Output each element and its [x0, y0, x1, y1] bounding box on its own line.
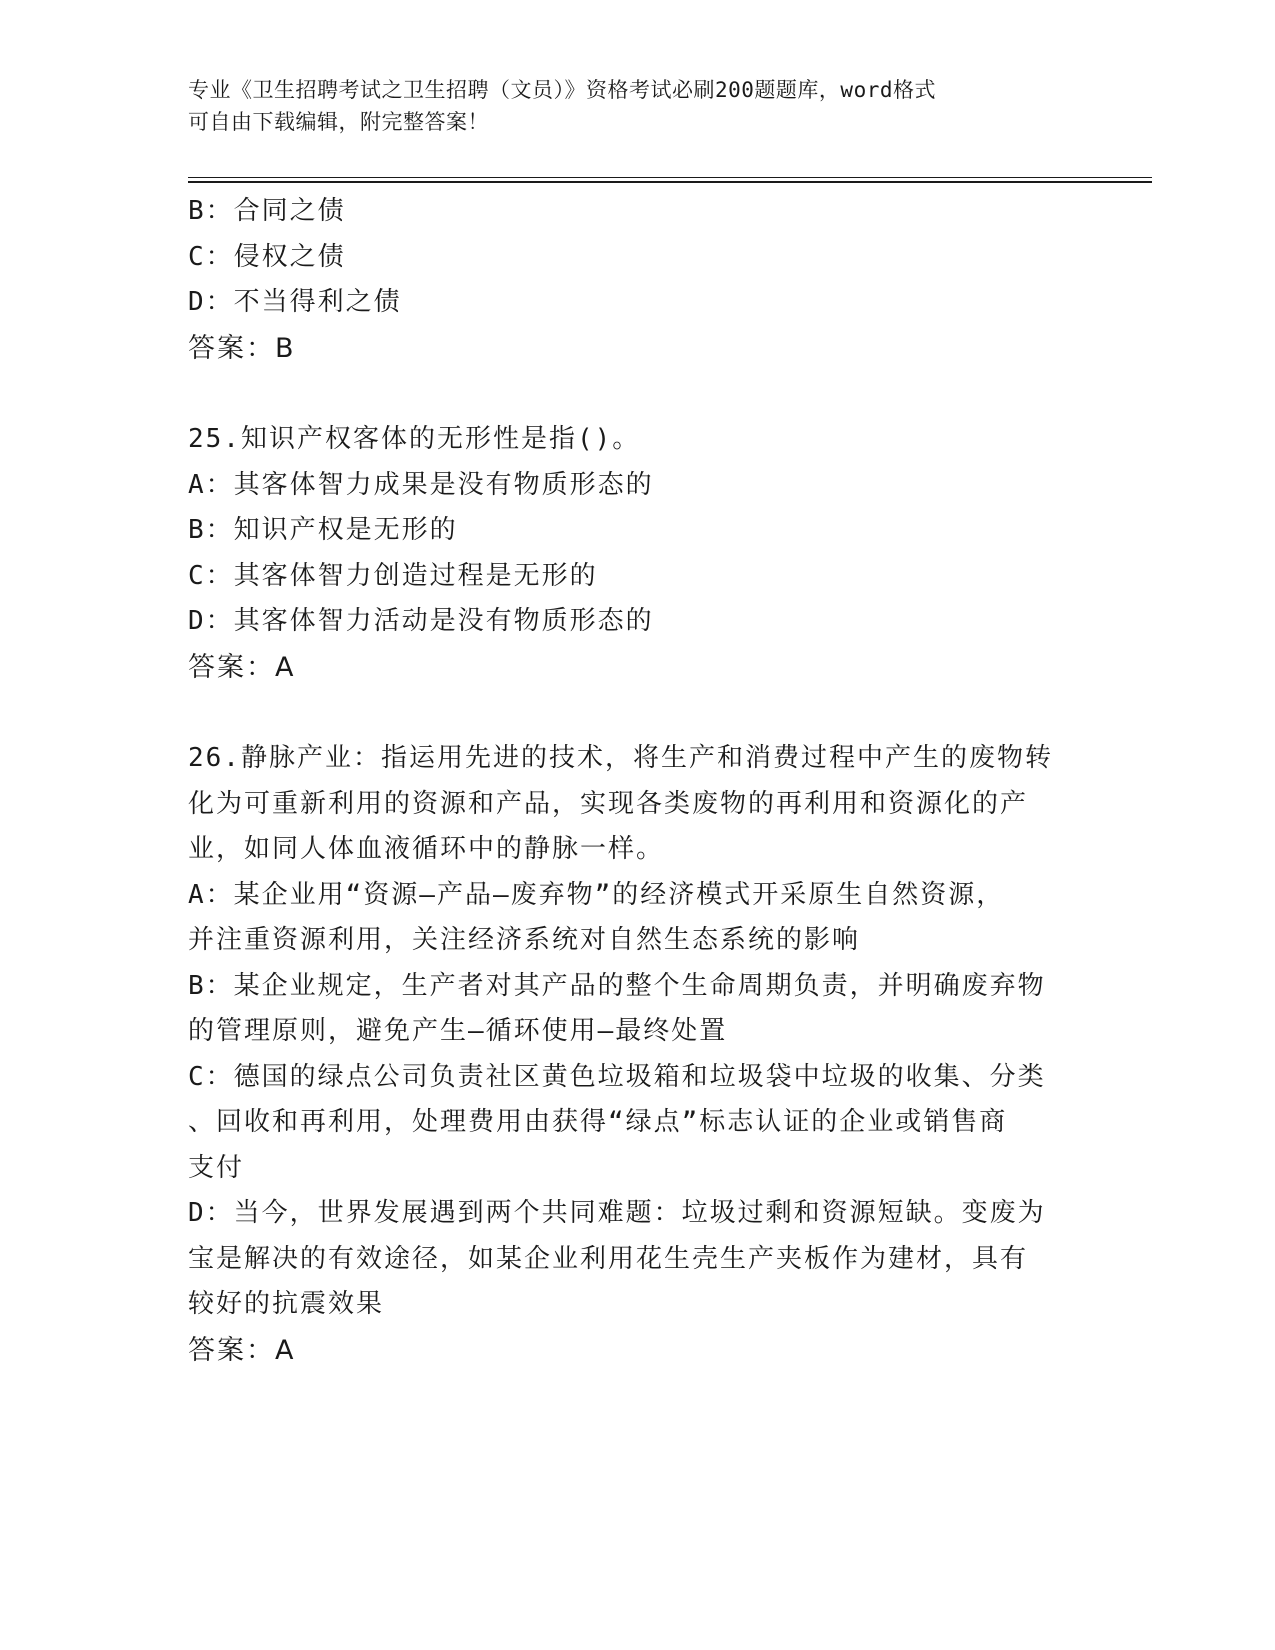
option-a-line-2: 并注重资源利用，关注经济系统对自然生态系统的影响 [188, 925, 861, 955]
answer-label: 答案：A [188, 1334, 296, 1366]
option-c-line-3: 支付 [188, 1152, 245, 1183]
option-d-line-1: D：当今，世界发展遇到两个共同难题：垃圾过剩和资源短缺。变废为 [188, 1198, 1046, 1228]
option-c: C：侵权之债 [188, 241, 346, 272]
option-b-line-2: 的管理原则，避免产生—循环使用—最终处置 [188, 1016, 728, 1046]
question-stem: 25.知识产权客体的无形性是指()。 [188, 424, 641, 454]
option-b: B：合同之债 [188, 196, 346, 226]
document-header [188, 74, 1068, 138]
option-c: C：其客体智力创造过程是无形的 [188, 560, 598, 591]
option-d-line-2: 宝是解决的有效途径，如某企业利用花生壳生产夹板作为建材，具有 [188, 1243, 1029, 1274]
option-c-line-1: C：德国的绿点公司负责社区黄色垃圾箱和垃圾袋中垃圾的收集、分类 [188, 1061, 1046, 1092]
option-d: D：不当得利之债 [188, 287, 402, 317]
header-title-line-2: 可自由下载编辑，附完整答案！ [188, 110, 489, 134]
option-a: A：其客体智力成果是没有物质形态的 [188, 469, 654, 500]
question-content [188, 189, 1078, 1373]
header-divider-thick [188, 181, 1152, 183]
header-divider-thin [188, 177, 1152, 178]
option-d: D：其客体智力活动是没有物质形态的 [188, 606, 654, 636]
question-spacer [188, 690, 1078, 736]
option-b: B：知识产权是无形的 [188, 515, 458, 545]
answer-label: 答案：B [188, 332, 296, 364]
question-stem-line-1: 26.静脉产业：指运用先进的技术，将生产和消费过程中产生的废物转 [188, 743, 1053, 773]
option-c-line-2: 、回收和再利用，处理费用由获得“绿点”标志认证的企业或销售商 [188, 1107, 1008, 1137]
question-stem-line-2: 化为可重新利用的资源和产品，实现各类废物的再利用和资源化的产 [188, 788, 1029, 819]
option-a-line-1: A：某企业用“资源—产品—废弃物”的经济模式开采原生自然资源， [188, 879, 1005, 910]
question-24-fragment [188, 189, 1078, 371]
option-b-line-1: B：某企业规定，生产者对其产品的整个生命周期负责，并明确废弃物 [188, 970, 1046, 1001]
header-title-line-1: 专业《卫生招聘考试之卫生招聘（文员）》资格考试必刷200题题库，word格式 [188, 78, 936, 102]
answer-label: 答案：A [188, 651, 296, 683]
question-spacer [188, 371, 1078, 417]
question-stem-line-3: 业，如同人体血液循环中的静脉一样。 [188, 834, 665, 864]
question-26 [188, 736, 1078, 1373]
option-d-line-3: 较好的抗震效果 [188, 1289, 385, 1319]
question-25 [188, 417, 1078, 690]
